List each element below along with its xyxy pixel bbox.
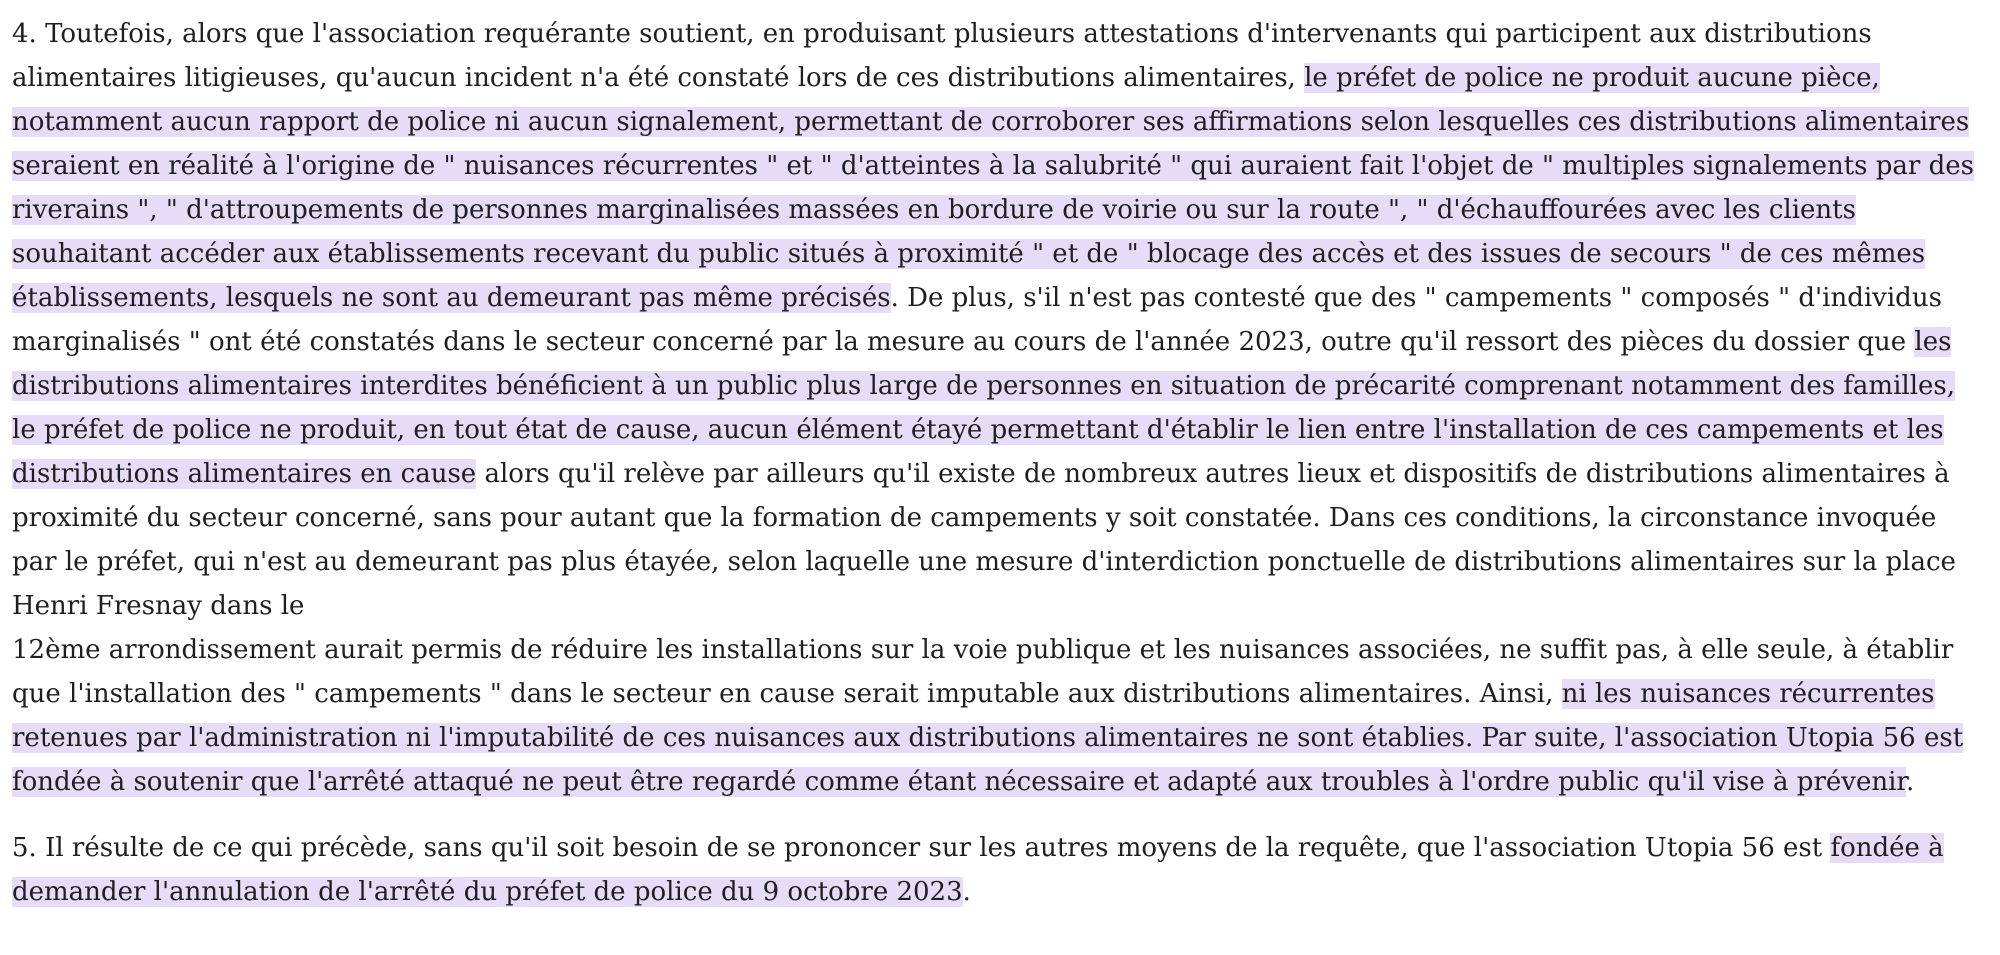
text-segment: 5. Il résulte de ce qui précède, sans qu'il soit besoin de se prononcer sur les autres moyens de la requête, que l'association Utopia 56 est (12, 833, 1831, 863)
text-segment: 12ème arrondissement aurait permis de réduire les installations sur la voie publique et les nuisances associées, ne suffit pas, à elle seule, à établir que l'installation des " campements " dans le secteur en cause serait imputable aux distributions alimentaires. Ainsi, (12, 635, 1954, 709)
text-segment: . De plus, s'il n'est pas contesté que des " campements " composés " d'individus marginalisés " ont été constatés dans le secteur concerné par la mesure au cours de l'année 2023, outre qu'il ressort des pièces du dossier que (12, 283, 1942, 357)
paragraph-4 (12, 12, 1984, 804)
text-segment: 4. Toutefois, alors que l'association requérante soutient, en produisant plusieurs attestations d'intervenants qui participent aux distributions alimentaires litigieuses, qu'aucun incident n'a été constaté lors de ces distributions alimentaires, (12, 19, 1872, 93)
highlighted-text: fondée à demander l'annulation de l'arrêté du préfet de police du 9 octobre 2023 (12, 833, 1944, 907)
text-segment: . (962, 877, 971, 907)
text-segment: . (1905, 767, 1915, 797)
highlighted-text: ni les nuisances récurrentes retenues par l'administration ni l'imputabilité de ces nuisances aux distributions alimentaires ne sont établies. Par suite, l'association Utopia 56 est fondée à soutenir que l'arrêté attaqué ne peut être regardé comme étant nécessaire et adapté aux troubles à l'ordre public qu'il vise à prévenir (12, 679, 1964, 797)
highlighted-text: les distributions alimentaires interdites bénéficient à un public plus large de personnes en situation de précarité comprenant notamment des familles, le préfet de police ne produit, en tout état de cause, aucun élément étayé permettant d'établir le lien entre l'installation de ces campements et les distributions alimentaires en cause (12, 327, 1956, 489)
highlighted-text: le préfet de police ne produit aucune pièce, notamment aucun rapport de police ni aucun signalement, permettant de corroborer ses affirmations selon lesquelles ces distributions alimentaires seraient en réalité à l'origine de " nuisances récurrentes " et " d'atteintes à la salubrité " qui auraient fait l'objet de " multiples signalements par des riverains ", " d'attroupements de personnes marginalisées massées en bordure de voirie ou sur la route ", " d'échauffourées avec les clients souhaitant accéder aux établissements recevant du public situés à proximité " et de " blocage des accès et des issues de secours " de ces mêmes établissements, lesquels ne sont au demeurant pas même précisés (12, 63, 1974, 313)
text-segment: alors qu'il relève par ailleurs qu'il existe de nombreux autres lieux et dispositifs de distributions alimentaires à proximité du secteur concerné, sans pour autant que la formation de campements y soit constatée. Dans ces conditions, la circonstance invoquée par le préfet, qui n'est au demeurant pas plus étayée, selon laquelle une mesure d'interdiction ponctuelle de distributions alimentaires sur la place Henri Fresnay dans le (12, 459, 1956, 621)
paragraph-5 (12, 826, 1984, 914)
document-body (12, 12, 1984, 936)
